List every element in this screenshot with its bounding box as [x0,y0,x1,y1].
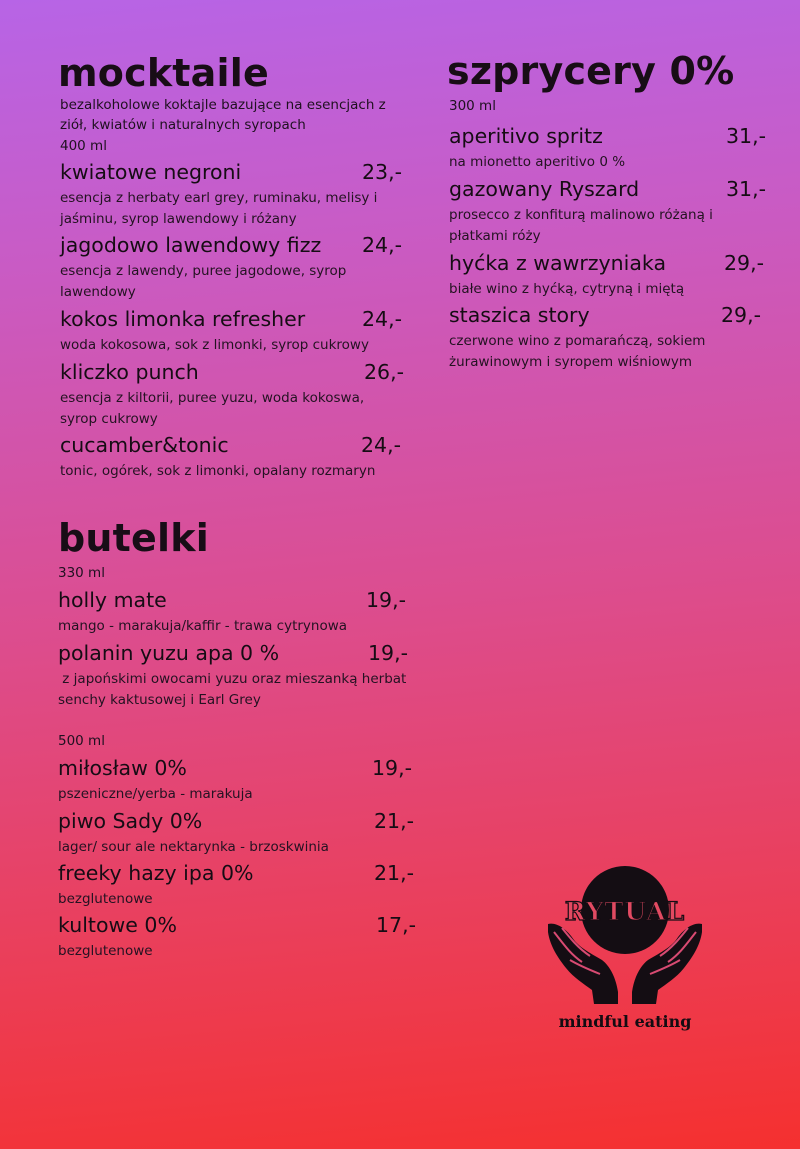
item-price: 24,- [362,233,402,257]
hands-holding-circle-icon [540,862,710,1007]
item-price: 31,- [726,177,766,201]
item-price: 19,- [366,588,406,612]
item-price: 29,- [721,303,761,327]
item-price: 17,- [376,913,416,937]
item-name: gazowany Ryszard [449,177,640,201]
item-description: na mionetto aperitivo 0 % [449,154,626,170]
rytual-logo [540,862,710,1042]
item-name: polanin yuzu apa 0 % [58,641,280,665]
item-description: z japońskimi owocami yuzu oraz mieszanką herbat senchy kaktusowej i Earl Grey [58,671,411,708]
item-description: prosecco z konfiturą malinowo różaną i płatkami róży [449,207,713,244]
item-description: białe wino z hyćką, cytryną i miętą [449,281,685,297]
item-price: 24,- [361,433,401,457]
item-description: woda kokosowa, sok z limonki, syrop cukrowy [60,337,369,353]
logo-tagline: mindful eating [558,1012,692,1031]
item-description: bezglutenowe [58,943,153,959]
item-name: freeky hazy ipa 0% [58,861,254,885]
item-name: miłosław 0% [58,756,187,780]
butelki-title: butelki [58,516,209,560]
mocktaile-title: mocktaile [58,51,269,95]
item-name: kultowe 0% [58,913,177,937]
item-name: hyćka z wawrzyniaka [449,251,667,275]
item-name: kokos limonka refresher [60,307,306,331]
item-description: esencja z herbaty earl grey, ruminaku, melisy i jaśminu, syrop lawendowy i różany [60,190,378,227]
item-price: 24,- [362,307,402,331]
item-name: cucamber&tonic [60,433,229,457]
item-name: piwo Sady 0% [58,809,203,833]
logo-wordmark: RYTUAL [564,897,686,926]
szprycery-title: szprycery 0% [447,49,735,93]
item-description: pszeniczne/yerba - marakuja [58,786,253,802]
butelki-volume-500: 500 ml [58,733,105,749]
mocktaile-volume: 400 ml [60,138,107,154]
item-name: kwiatowe negroni [60,160,242,184]
item-price: 31,- [726,124,766,148]
szprycery-volume: 300 ml [449,98,496,114]
item-price: 19,- [372,756,412,780]
item-description: tonic, ogórek, sok z limonki, opalany rozmaryn [60,463,376,479]
item-price: 21,- [374,809,414,833]
item-description: bezglutenowe [58,891,153,907]
item-name: aperitivo spritz [449,124,603,148]
item-description: mango - marakuja/kaffir - trawa cytrynowa [58,618,348,634]
item-description: esencja z lawendy, puree jagodowe, syrop lawendowy [60,263,347,300]
mocktaile-description: bezalkoholowe koktajle bazujące na esencjach z ziół, kwiatów i naturalnych syropach [60,97,386,133]
item-price: 26,- [364,360,404,384]
item-description: esencja z kiltorii, puree yuzu, woda kokoswa, syrop cukrowy [60,390,365,427]
item-name: holly mate [58,588,167,612]
item-price: 23,- [362,160,402,184]
item-description: lager/ sour ale nektarynka - brzoskwinia [58,839,329,855]
butelki-volume-330: 330 ml [58,565,105,581]
item-price: 29,- [724,251,764,275]
item-name: kliczko punch [60,360,199,384]
item-description: czerwone wino z pomarańczą, sokiem żurawinowym i syropem wiśniowym [449,333,706,370]
item-name: staszica story [449,303,590,327]
item-name: jagodowo lawendowy fizz [60,233,322,257]
item-price: 19,- [368,641,408,665]
item-price: 21,- [374,861,414,885]
